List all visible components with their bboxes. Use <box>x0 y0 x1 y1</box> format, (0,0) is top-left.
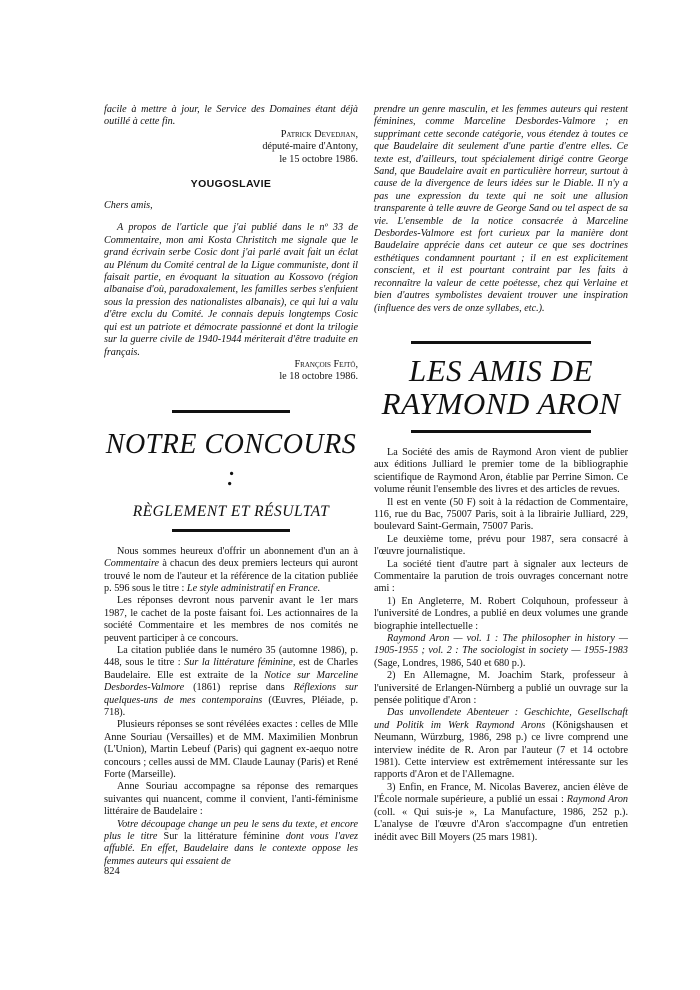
signature-role: député-maire d'Antony, <box>262 141 358 153</box>
amis-paragraph-5: 1) En Angleterre, M. Robert Colquhoun, professeur à l'université de Londres, a publié en deux volumes une grande biographie intellectuelle : <box>374 595 628 632</box>
text: La citation publiée dans le numéro 35 (automne 1986), p. 448, sous le titre : <box>104 644 358 669</box>
concours-subtitle: RÈGLEMENT ET RÉSULTAT <box>132 502 330 520</box>
text-italic: Raymond Aron — vol. 1 : The philosopher in history — 1905-1955 ; vol. 2 : The sociologist in society — 1955-1983 <box>374 633 628 657</box>
concours-paragraph-3 <box>104 645 358 719</box>
text: Sur la littérature féminine <box>157 831 286 843</box>
page-number: 824 <box>104 866 120 877</box>
signature-name: François Fejtö, <box>294 358 358 370</box>
text: (coll. « Qui suis-je », La Manufacture, 1986, 252 p.). L'analyse de l'œuvre d'Aron s'accompagne d'un entretien inédit avec Bill Moyers (25 mars 1981). <box>374 806 628 843</box>
signature-name: Patrick Devedjian, <box>280 128 358 140</box>
text: (Œuvres, Pléiade, p. 718). <box>104 694 358 718</box>
amis-paragraph-6 <box>374 633 628 670</box>
letter-fragment: facile à mettre à jour, le Service des Domaines étant déjà outillé à cette fin. <box>104 104 358 128</box>
salutation: Chers amis, <box>104 200 153 212</box>
amis-paragraph-4: La société tient d'autre part à signaler aux lecteurs de Commentaire la parution de trois ouvrages concernant notre ami : <box>374 558 628 595</box>
text-italic: Raymond Aron <box>566 794 629 806</box>
amis-paragraph-8 <box>374 707 628 781</box>
text-italic: Das unvollendete Abenteuer : Geschichte, Gesellschaft und Politik im Werk Raymond Arons <box>374 707 628 731</box>
amis-paragraph-2: Il est en vente (50 F) soit à la rédaction de Commentaire, 116, rue du Bac, 75007 Paris, soit à la librairie Julliard, 229, boulevard Saint-Germain, 75007 Paris. <box>374 496 628 533</box>
text-italic: Sur la littérature féminine, <box>184 657 296 669</box>
concours-paragraph-4: Plusieurs réponses se sont révélées exactes : celles de Mlle Anne Souriau (Versailles) et de MM. Maximilien Monbrun (L'Union), Martin Lebeuf (Paris) qui gagnent ex-aequo notre concours ; celles aussi de MM. Claude Launay (Paris) et René Forte (Marseille). <box>104 719 358 781</box>
text-italic: dont vous l'avez affublé. En effet, Baudelaire dans le contexte oppose les femmes auteurs qui essaient de <box>104 831 358 867</box>
text: 3) Enfin, en France, M. Nicolas Baverez, ancien élève de l'École normale supérieure, a publié un essai : <box>374 781 628 806</box>
text-italic: Votre découpage change un peu le sens du texte, et encore plus le titre <box>104 818 358 843</box>
text: (1861) reprise dans <box>184 682 294 694</box>
text-italic: Réflexions sur quelques-uns de mes contemporains <box>104 682 358 706</box>
text: est de Charles Baudelaire. Elle est extraite de la <box>104 657 358 681</box>
amis-paragraph-3: Le deuxième tome, prévu pour 1987, sera consacré à l'œuvre journalistique. <box>374 533 628 558</box>
concours-title: NOTRE CONCOURS : <box>105 428 357 492</box>
text: à chacun des deux premiers lecteurs qui auront trouvé le nom de l'auteur et la référence de la citation publiée p. 596 sous le titre : <box>104 558 358 594</box>
concours-paragraph-5: Anne Souriau accompagne sa réponse des remarques suivantes qui nuancent, comme il convient, l'anti-féminisme littéraire de Baudelaire : <box>104 781 358 818</box>
concours-paragraph-1 <box>104 546 358 596</box>
signature-fejto <box>104 359 358 384</box>
text: (Sage, Londres, 1986, 540 et 680 p.). <box>374 657 526 669</box>
signature-devedjian <box>104 129 358 166</box>
amis-title <box>374 354 628 420</box>
text-italic: Le style administratif en France. <box>186 582 321 594</box>
text: (Königshausen et Neumann, Würzburg, 1986, 298 p.) ce livre comprend une interview inédite de R. Aron par l'auteur (7 et 14 octobre 1981). Cette interview est extrêmement intéressante sur les rapports d'Aron et de l'Allemagne. <box>374 719 628 781</box>
right-column <box>374 104 628 844</box>
letter-body: A propos de l'article que j'ai publié dans le nº 33 de Commentaire, mon ami Kosta Christitch me signale que le grand écrivain serbe Cosic dont j'ai parlé avait fait un éclat au Plénum du Comité central de la Ligue communiste, dont il faisait partie, en évoquant la situation au Kossovo (région albanaise d'où, paradoxalement, les familles serbes s'enfuient sous la pression des nationalistes albanais), ce qui lui a valu d'être exclu du Comité. Je connais depuis longtemps Cosic qui est un patriote et démocrate passionné et dont la trilogie sur la guerre civile de 1940-1944 mériterait d'être traduite en français. <box>104 222 358 358</box>
amis-paragraph-1: La Société des amis de Raymond Aron vient de publier aux éditions Julliard le premier tome de la bibliographie scientifique de Raymond Aron, établie par Perrine Simon. Ce volume réunit l'ensemble des livres et des articles de revues. <box>374 446 628 496</box>
text-italic: Commentaire <box>104 558 160 570</box>
text: Nous sommes heureux d'offrir un abonnement d'un an à <box>117 545 358 557</box>
divider-rule <box>411 341 591 344</box>
left-column <box>104 104 358 868</box>
amis-paragraph-7: 2) En Allemagne, M. Joachim Stark, professeur à l'université de Erlangen-Nürnberg a publié un ouvrage sur la pensée politique d'Aron : <box>374 670 628 707</box>
amis-title-line: RAYMOND ARON <box>381 385 621 421</box>
divider-rule <box>172 410 290 413</box>
amis-title-line: LES AMIS DE <box>408 352 594 388</box>
section-heading-yougoslavie: YOUGOSLAVIE <box>190 178 272 191</box>
concours-paragraph-2: Les réponses devront nous parvenir avant le 1er mars 1987, le cachet de la poste faisant foi. Les actionnaires de la société Commentaire et les membres de nos comités ne peuvent participer à ce concours. <box>104 595 358 644</box>
amis-paragraph-9 <box>374 782 628 844</box>
concours-paragraph-6 <box>104 819 358 869</box>
signature-date: le 15 octobre 1986. <box>279 153 358 165</box>
citation-continuation: prendre un genre masculin, et les femmes auteurs qui restent féminines, comme Marceline Desbordes-Valmore ; en supprimant cette seconde catégorie, vous étendez à toutes ce que Baudelaire dit seulement d'une partie d'entre elles. Ce texte est, d'ailleurs, tout spécialement dirigé contre George Sand, que Baudelaire avait en particulière horreur, surtout à cause de la divergence de leurs idées sur le Diable. Il n'y a pas une expression du texte qui ne soit une allusion transparente à telle œuvre de George Sand ou tel aspect de sa vie. L'ensemble de la notice consacrée à Marceline Desbordes-Valmore est fort curieux par la manière dont Baudelaire apprécie dans cet auteur ce que ses doctrines esthétiques condamnent pourtant ; il en est explicitement conscient, et il est pourtant contraint par les faits à reconnaître la valeur de cette poétesse, chez qui Verlaine et bien d'autres symbolistes devaient trouver une inspiration (influence des vers de onze syllabes, etc.). <box>374 104 628 314</box>
text-italic: Notice sur Marceline Desbordes-Valmore <box>104 669 358 694</box>
signature-date: le 18 octobre 1986. <box>279 371 358 383</box>
